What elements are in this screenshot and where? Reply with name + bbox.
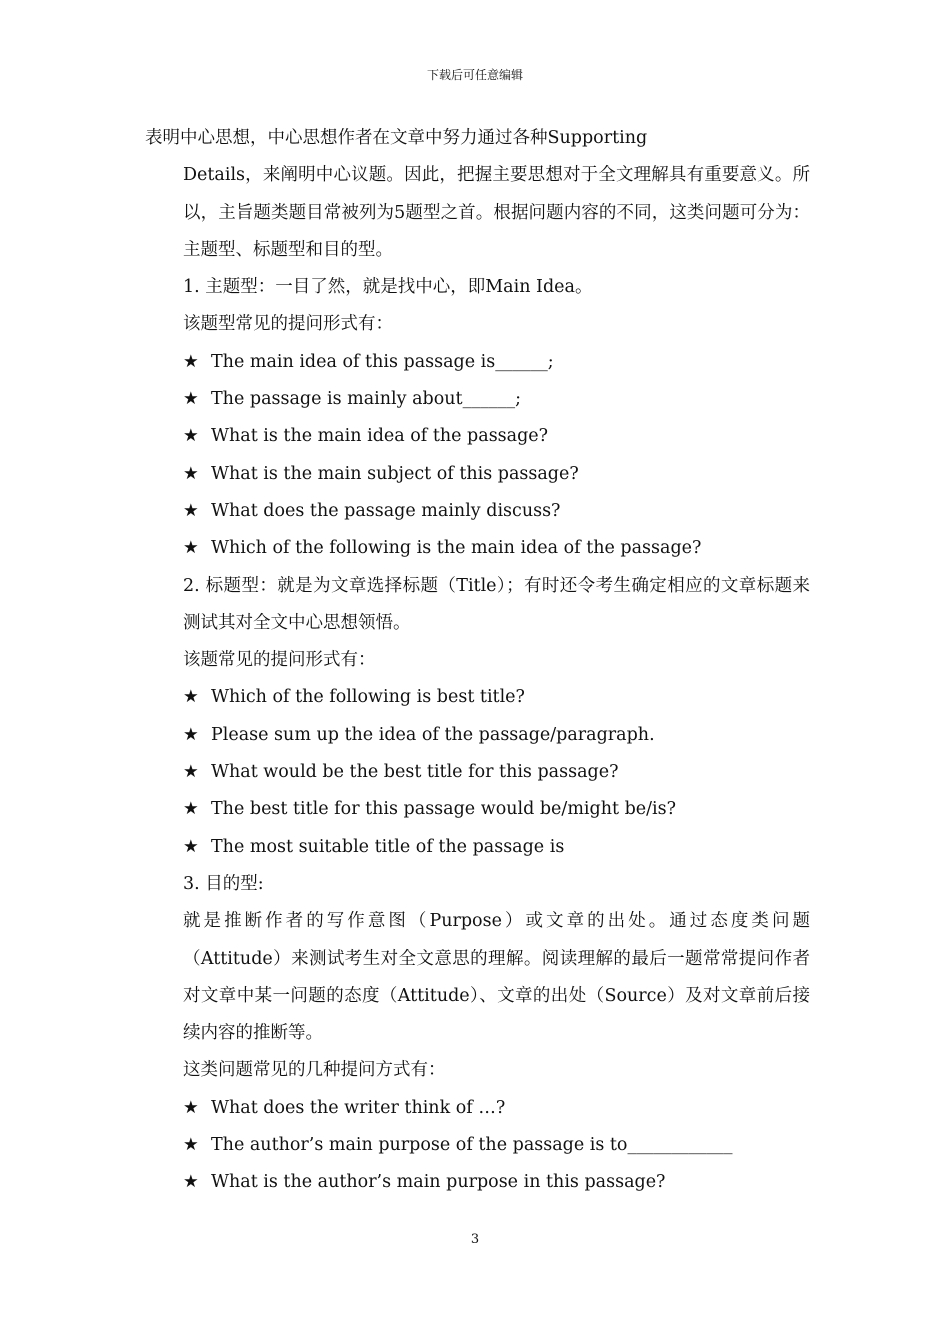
list-item-text: The passage is mainly about______; [211, 389, 521, 410]
list-item [145, 456, 810, 493]
list-item-text: Please sum up the idea of the passage/paragraph. [211, 724, 655, 745]
star-icon: ★ [183, 389, 199, 410]
list-item-text: What does the passage mainly discuss? [211, 500, 561, 521]
list-item-text: What is the main subject of this passage? [211, 463, 579, 484]
star-icon: ★ [183, 538, 199, 559]
list-item-text: Which of the following is best title? [211, 687, 525, 708]
list-item [145, 754, 810, 791]
list-item [145, 493, 810, 530]
page-header: 下载后可任意编辑 [426, 68, 523, 82]
star-icon: ★ [183, 762, 199, 783]
list-item [145, 717, 810, 754]
star-icon: ★ [183, 351, 199, 372]
section-intro: 这类问题常见的几种提问方式有： [183, 1060, 446, 1081]
list-item-text: What is the main idea of the passage? [211, 426, 549, 447]
list-item [145, 791, 810, 828]
page-number: 3 [470, 1232, 480, 1247]
list-item [145, 381, 810, 418]
star-icon: ★ [183, 426, 199, 447]
section-title-main-idea: 1. 主题型：一目了然，就是找中心，即Main Idea。 [183, 277, 593, 298]
section-intro: 该题常见的提问形式有： [183, 650, 376, 671]
list-item-text: What is the author’s main purpose in this passage? [211, 1172, 666, 1193]
list-item [145, 1090, 810, 1127]
section-intro: 该题型常见的提问形式有： [183, 314, 393, 335]
star-icon: ★ [183, 724, 199, 745]
star-icon: ★ [183, 687, 199, 708]
star-icon: ★ [183, 799, 199, 820]
list-item [145, 679, 810, 716]
paragraph-line: 表明中心思想，中心思想作者在文章中努力通过各种Supporting [145, 128, 648, 148]
star-icon: ★ [183, 1172, 199, 1193]
list-item-text: The main idea of this passage is______; [211, 351, 554, 372]
list-item-text: What does the writer think of …? [211, 1097, 506, 1118]
section-title-title-type: 2. 标题型：就是为文章选择标题（Title）；有时还令考生确定相应的文章标题来测试其对全文中心思想领悟。 [183, 575, 810, 633]
paragraph: 就是推断作者的写作意图（Purpose）或文章的出处。通过态度类问题（Attitude）来测试考生对全文意思的理解。阅读理解的最后一题常常提问作者对文章中某一问题的态度（Attitude）、文章的出处（Source）及对文章前后接续内容的推断等。 [183, 911, 810, 1044]
list-item-text: Which of the following is the main idea of the passage? [211, 538, 702, 559]
list-item [145, 1127, 810, 1164]
list-item [145, 829, 810, 866]
list-item-text: The most suitable title of the passage is [211, 836, 565, 857]
star-icon: ★ [183, 836, 199, 857]
document-body [145, 120, 810, 1202]
list-item-text: What would be the best title for this passage? [211, 762, 619, 783]
section-title-purpose-type: 3. 目的型: [183, 873, 264, 894]
list-item-text: The best title for this passage would be/might be/is? [211, 799, 676, 820]
list-item [145, 344, 810, 381]
star-icon: ★ [183, 463, 199, 484]
list-item [145, 418, 810, 455]
star-icon: ★ [183, 1097, 199, 1118]
list-item-text: The author’s main purpose of the passage is to____________ [211, 1135, 733, 1156]
list-item [145, 1164, 810, 1201]
star-icon: ★ [183, 1135, 199, 1156]
star-icon: ★ [183, 500, 199, 521]
list-item [145, 530, 810, 567]
paragraph: Details，来阐明中心议题。因此，把握主要思想对于全文理解具有重要意义。所以，主旨题类题目常被列为5题型之首。根据问题内容的不同，这类问题可分为：主题型、标题型和目的型。 [183, 165, 810, 260]
